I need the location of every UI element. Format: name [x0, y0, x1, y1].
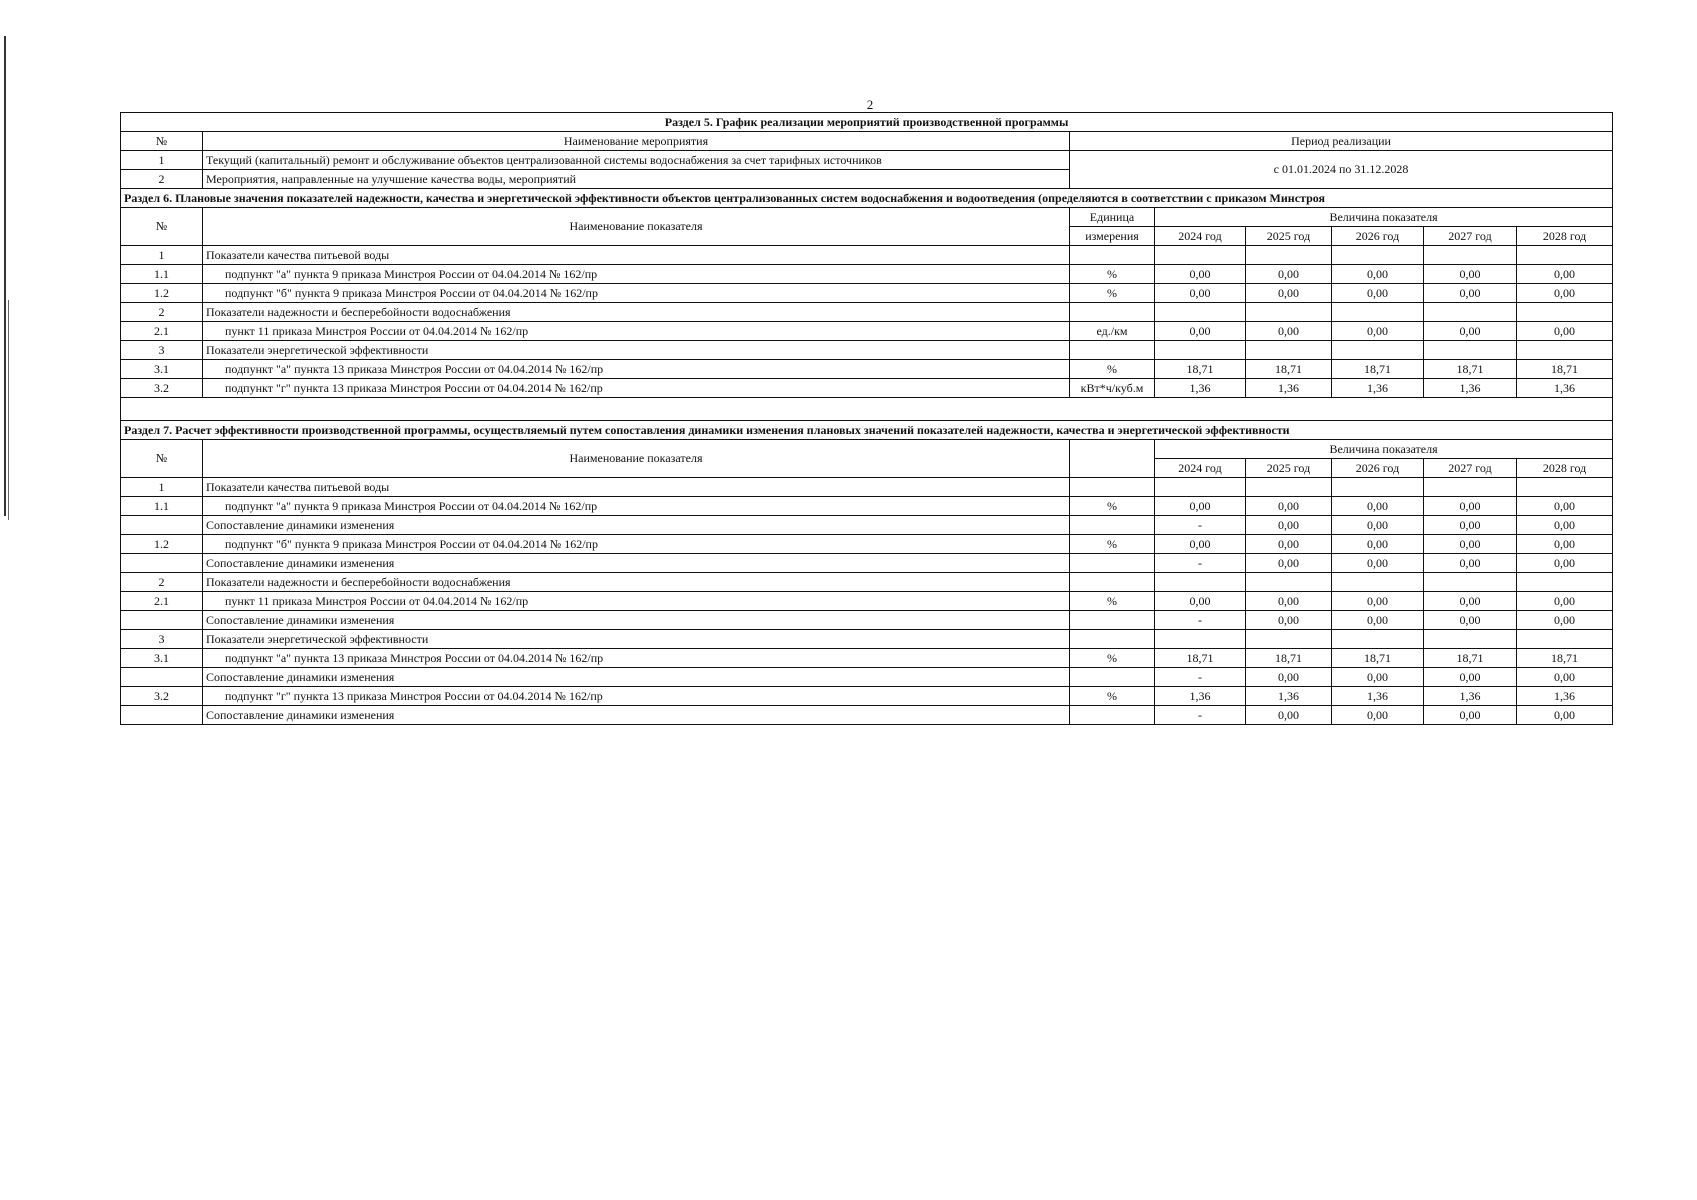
- indicator-group-name: Показатели надежности и бесперебойности водоснабжения: [203, 573, 1070, 592]
- indicator-row: [121, 265, 1613, 284]
- value-cell: 0,00: [1332, 535, 1424, 554]
- value-cell: [1332, 246, 1424, 265]
- col-header-unit: Единица: [1070, 208, 1155, 227]
- unit-cell: [1070, 668, 1155, 687]
- unit-cell: [1070, 478, 1155, 497]
- value-cell: [1517, 303, 1613, 322]
- value-cell: 18,71: [1332, 360, 1424, 379]
- value-cell: 1,36: [1424, 687, 1517, 706]
- year-header: 2028 год: [1517, 227, 1613, 246]
- value-cell: 0,00: [1424, 497, 1517, 516]
- row-number: 2: [121, 303, 203, 322]
- indicator-group-name: Показатели энергетической эффективности: [203, 630, 1070, 649]
- dynamics-value: 0,00: [1517, 668, 1613, 687]
- value-cell: 0,00: [1332, 497, 1424, 516]
- value-cell: 0,00: [1332, 322, 1424, 341]
- row-number: 3: [121, 341, 203, 360]
- value-cell: 0,00: [1246, 497, 1332, 516]
- value-cell: 18,71: [1246, 360, 1332, 379]
- value-cell: 18,71: [1332, 649, 1424, 668]
- col-header-no: №: [121, 132, 203, 151]
- indicator-row: [121, 687, 1613, 706]
- year-header: 2024 год: [1155, 459, 1246, 478]
- value-cell: [1332, 630, 1424, 649]
- value-cell: [1424, 341, 1517, 360]
- row-number: 3.2: [121, 687, 203, 706]
- indicator-row: [121, 649, 1613, 668]
- row-number: 1.2: [121, 535, 203, 554]
- value-cell: [1424, 303, 1517, 322]
- unit-cell: [1070, 554, 1155, 573]
- value-cell: 0,00: [1246, 592, 1332, 611]
- value-cell: [1424, 246, 1517, 265]
- value-cell: [1517, 478, 1613, 497]
- col-header-period: Период реализации: [1070, 132, 1613, 151]
- section-6-title: Раздел 6. Плановые значения показателей надежности, качества и энергетической эффективности объектов централизованных систем водоснабжения и водоотведения (определяются в соответствии с приказом Минстроя: [121, 189, 1613, 208]
- section-6-title-row: [121, 189, 1613, 208]
- row-number: 2.1: [121, 322, 203, 341]
- value-cell: 18,71: [1517, 360, 1613, 379]
- unit-cell: [1070, 341, 1155, 360]
- unit-cell: [1070, 573, 1155, 592]
- value-cell: 0,00: [1155, 535, 1246, 554]
- year-header: 2026 год: [1332, 459, 1424, 478]
- indicator-name: подпункт "б" пункта 9 приказа Минстроя России от 04.04.2014 № 162/пр: [203, 535, 1070, 554]
- dynamics-value: 0,00: [1332, 611, 1424, 630]
- value-cell: 0,00: [1332, 592, 1424, 611]
- col-header-name: Наименование показателя: [203, 440, 1070, 478]
- col-header-no: №: [121, 208, 203, 246]
- value-cell: 1,36: [1332, 687, 1424, 706]
- value-cell: [1517, 246, 1613, 265]
- value-cell: 1,36: [1424, 379, 1517, 398]
- dynamics-label: Сопоставление динамики изменения: [203, 706, 1070, 725]
- dynamics-value: 0,00: [1424, 611, 1517, 630]
- indicator-row: [121, 592, 1613, 611]
- value-cell: [1155, 341, 1246, 360]
- row-number: [121, 706, 203, 725]
- dynamics-row: [121, 611, 1613, 630]
- value-cell: [1155, 573, 1246, 592]
- indicator-name: подпункт "а" пункта 9 приказа Минстроя России от 04.04.2014 № 162/пр: [203, 497, 1070, 516]
- scan-margin-line: [8, 300, 9, 520]
- section-7-header-row: [121, 440, 1613, 459]
- indicator-row: [121, 284, 1613, 303]
- indicator-group-name: Показатели надежности и бесперебойности водоснабжения: [203, 303, 1070, 322]
- unit-cell: %: [1070, 649, 1155, 668]
- row-number: 3.1: [121, 360, 203, 379]
- unit-cell: %: [1070, 592, 1155, 611]
- unit-cell: кВт*ч/куб.м: [1070, 379, 1155, 398]
- section-5-header-row: [121, 132, 1613, 151]
- value-cell: [1246, 630, 1332, 649]
- unit-cell: [1070, 303, 1155, 322]
- dynamics-label: Сопоставление динамики изменения: [203, 611, 1070, 630]
- activity-name: Текущий (капитальный) ремонт и обслуживание объектов централизованной системы водоснабжения за счет тарифных источников: [203, 151, 1070, 170]
- value-cell: [1332, 341, 1424, 360]
- page-number: 2: [866, 97, 874, 112]
- section-5-title: Раздел 5. График реализации мероприятий производственной программы: [121, 113, 1613, 132]
- value-cell: 18,71: [1517, 649, 1613, 668]
- section-7-title: Раздел 7. Расчет эффективности производственной программы, осуществляемый путем сопоставления динамики изменения плановых значений показателей надежности, качества и энергетической эффективности: [121, 421, 1613, 440]
- dynamics-label: Сопоставление динамики изменения: [203, 668, 1070, 687]
- value-cell: [1246, 573, 1332, 592]
- activity-name: Мероприятия, направленные на улучшение качества воды, мероприятий: [203, 170, 1070, 189]
- value-cell: 0,00: [1155, 265, 1246, 284]
- year-header: 2024 год: [1155, 227, 1246, 246]
- dynamics-value: 0,00: [1246, 611, 1332, 630]
- spacer: [121, 398, 1613, 421]
- indicator-name: подпункт "г" пункта 13 приказа Минстроя России от 04.04.2014 № 162/пр: [203, 687, 1070, 706]
- row-number: [121, 611, 203, 630]
- value-cell: 1,36: [1155, 687, 1246, 706]
- row-number: 1: [121, 246, 203, 265]
- value-cell: [1246, 246, 1332, 265]
- col-header-unit: [1070, 440, 1155, 478]
- section-6-header-row: [121, 208, 1613, 227]
- value-cell: 0,00: [1155, 322, 1246, 341]
- value-cell: [1155, 478, 1246, 497]
- value-cell: 0,00: [1246, 322, 1332, 341]
- col-header-value: Величина показателя: [1155, 440, 1613, 459]
- unit-cell: ед./км: [1070, 322, 1155, 341]
- indicator-row: [121, 535, 1613, 554]
- section-5-title-row: [121, 113, 1613, 132]
- value-cell: 0,00: [1155, 497, 1246, 516]
- unit-cell: %: [1070, 284, 1155, 303]
- value-cell: 0,00: [1517, 265, 1613, 284]
- value-cell: 1,36: [1517, 687, 1613, 706]
- unit-cell: [1070, 516, 1155, 535]
- row-number: 3.1: [121, 649, 203, 668]
- indicator-row: [121, 379, 1613, 398]
- indicator-name: подпункт "г" пункта 13 приказа Минстроя России от 04.04.2014 № 162/пр: [203, 379, 1070, 398]
- indicator-row: [121, 360, 1613, 379]
- dynamics-value: 0,00: [1246, 554, 1332, 573]
- dynamics-value: 0,00: [1517, 554, 1613, 573]
- dynamics-value: 0,00: [1332, 706, 1424, 725]
- year-header: 2027 год: [1424, 459, 1517, 478]
- value-cell: 0,00: [1424, 265, 1517, 284]
- col-header-value: Величина показателя: [1155, 208, 1613, 227]
- value-cell: [1155, 246, 1246, 265]
- year-header: 2027 год: [1424, 227, 1517, 246]
- indicator-name: пункт 11 приказа Минстроя России от 04.04.2014 № 162/пр: [203, 592, 1070, 611]
- indicator-name: подпункт "а" пункта 9 приказа Минстроя России от 04.04.2014 № 162/пр: [203, 265, 1070, 284]
- year-header: 2025 год: [1246, 459, 1332, 478]
- value-cell: 0,00: [1155, 592, 1246, 611]
- dynamics-value: 0,00: [1332, 554, 1424, 573]
- value-cell: [1332, 303, 1424, 322]
- dynamics-value: 0,00: [1246, 668, 1332, 687]
- indicator-name: подпункт "б" пункта 9 приказа Минстроя России от 04.04.2014 № 162/пр: [203, 284, 1070, 303]
- section-7-title-row: [121, 421, 1613, 440]
- unit-cell: [1070, 706, 1155, 725]
- row-number: 3.2: [121, 379, 203, 398]
- value-cell: [1517, 573, 1613, 592]
- row-number: 1.1: [121, 265, 203, 284]
- dynamics-value: 0,00: [1517, 706, 1613, 725]
- dynamics-value: 0,00: [1424, 516, 1517, 535]
- row-number: 1.2: [121, 284, 203, 303]
- dynamics-value: -: [1155, 706, 1246, 725]
- program-table: [120, 112, 1613, 725]
- value-cell: [1332, 478, 1424, 497]
- value-cell: [1517, 630, 1613, 649]
- indicator-group-row: [121, 246, 1613, 265]
- row-number: 1: [121, 151, 203, 170]
- dynamics-row: [121, 554, 1613, 573]
- value-cell: 0,00: [1332, 284, 1424, 303]
- indicator-row: [121, 322, 1613, 341]
- indicator-group-row: [121, 478, 1613, 497]
- indicator-group-row: [121, 303, 1613, 322]
- unit-cell: [1070, 611, 1155, 630]
- row-number: 3: [121, 630, 203, 649]
- unit-cell: [1070, 630, 1155, 649]
- value-cell: [1517, 341, 1613, 360]
- value-cell: [1424, 478, 1517, 497]
- value-cell: 0,00: [1517, 322, 1613, 341]
- value-cell: 1,36: [1517, 379, 1613, 398]
- value-cell: 18,71: [1246, 649, 1332, 668]
- value-cell: [1155, 630, 1246, 649]
- dynamics-value: 0,00: [1246, 516, 1332, 535]
- indicator-group-row: [121, 341, 1613, 360]
- table-body: [121, 113, 1613, 725]
- value-cell: [1332, 573, 1424, 592]
- dynamics-label: Сопоставление динамики изменения: [203, 554, 1070, 573]
- value-cell: 18,71: [1424, 649, 1517, 668]
- dynamics-value: -: [1155, 554, 1246, 573]
- year-header: 2028 год: [1517, 459, 1613, 478]
- value-cell: 0,00: [1155, 284, 1246, 303]
- value-cell: 0,00: [1517, 284, 1613, 303]
- row-number: [121, 516, 203, 535]
- dynamics-value: -: [1155, 611, 1246, 630]
- row-number: 2.1: [121, 592, 203, 611]
- value-cell: 18,71: [1424, 360, 1517, 379]
- dynamics-value: 0,00: [1246, 706, 1332, 725]
- dynamics-row: [121, 668, 1613, 687]
- value-cell: [1246, 341, 1332, 360]
- unit-cell: %: [1070, 687, 1155, 706]
- unit-cell: %: [1070, 535, 1155, 554]
- value-cell: [1424, 573, 1517, 592]
- dynamics-value: 0,00: [1424, 554, 1517, 573]
- col-header-no: №: [121, 440, 203, 478]
- row-number: 1: [121, 478, 203, 497]
- value-cell: 1,36: [1246, 379, 1332, 398]
- value-cell: [1246, 478, 1332, 497]
- year-header: 2026 год: [1332, 227, 1424, 246]
- indicator-group-row: [121, 573, 1613, 592]
- dynamics-value: 0,00: [1517, 611, 1613, 630]
- section-gap-row: [121, 398, 1613, 421]
- indicator-group-row: [121, 630, 1613, 649]
- dynamics-value: 0,00: [1424, 668, 1517, 687]
- value-cell: 0,00: [1517, 535, 1613, 554]
- indicator-name: пункт 11 приказа Минстроя России от 04.04.2014 № 162/пр: [203, 322, 1070, 341]
- value-cell: 0,00: [1517, 497, 1613, 516]
- dynamics-label: Сопоставление динамики изменения: [203, 516, 1070, 535]
- row-number: 1.1: [121, 497, 203, 516]
- col-header-name: Наименование мероприятия: [203, 132, 1070, 151]
- value-cell: [1424, 630, 1517, 649]
- indicator-name: подпункт "а" пункта 13 приказа Минстроя России от 04.04.2014 № 162/пр: [203, 360, 1070, 379]
- dynamics-value: 0,00: [1424, 706, 1517, 725]
- row-number: 2: [121, 573, 203, 592]
- value-cell: 0,00: [1424, 322, 1517, 341]
- row-number: [121, 554, 203, 573]
- dynamics-row: [121, 516, 1613, 535]
- value-cell: 0,00: [1246, 535, 1332, 554]
- unit-cell: %: [1070, 265, 1155, 284]
- unit-cell: %: [1070, 360, 1155, 379]
- indicator-group-name: Показатели качества питьевой воды: [203, 246, 1070, 265]
- value-cell: 18,71: [1155, 360, 1246, 379]
- value-cell: 1,36: [1246, 687, 1332, 706]
- value-cell: 0,00: [1246, 284, 1332, 303]
- value-cell: 1,36: [1332, 379, 1424, 398]
- dynamics-value: -: [1155, 516, 1246, 535]
- indicator-group-name: Показатели качества питьевой воды: [203, 478, 1070, 497]
- col-header-name: Наименование показателя: [203, 208, 1070, 246]
- indicator-name: подпункт "а" пункта 13 приказа Минстроя России от 04.04.2014 № 162/пр: [203, 649, 1070, 668]
- row-number: [121, 668, 203, 687]
- value-cell: [1155, 303, 1246, 322]
- value-cell: 0,00: [1517, 592, 1613, 611]
- unit-cell: [1070, 246, 1155, 265]
- value-cell: 18,71: [1155, 649, 1246, 668]
- activity-row: [121, 151, 1613, 170]
- row-number: 2: [121, 170, 203, 189]
- value-cell: 1,36: [1155, 379, 1246, 398]
- implementation-period: с 01.01.2024 по 31.12.2028: [1070, 151, 1613, 189]
- dynamics-value: -: [1155, 668, 1246, 687]
- value-cell: 0,00: [1332, 265, 1424, 284]
- value-cell: 0,00: [1424, 592, 1517, 611]
- dynamics-row: [121, 706, 1613, 725]
- col-header-unit: измерения: [1070, 227, 1155, 246]
- unit-cell: %: [1070, 497, 1155, 516]
- indicator-row: [121, 497, 1613, 516]
- value-cell: 0,00: [1424, 284, 1517, 303]
- dynamics-value: 0,00: [1332, 516, 1424, 535]
- value-cell: 0,00: [1424, 535, 1517, 554]
- dynamics-value: 0,00: [1517, 516, 1613, 535]
- indicator-group-name: Показатели энергетической эффективности: [203, 341, 1070, 360]
- dynamics-value: 0,00: [1332, 668, 1424, 687]
- value-cell: 0,00: [1246, 265, 1332, 284]
- value-cell: [1246, 303, 1332, 322]
- year-header: 2025 год: [1246, 227, 1332, 246]
